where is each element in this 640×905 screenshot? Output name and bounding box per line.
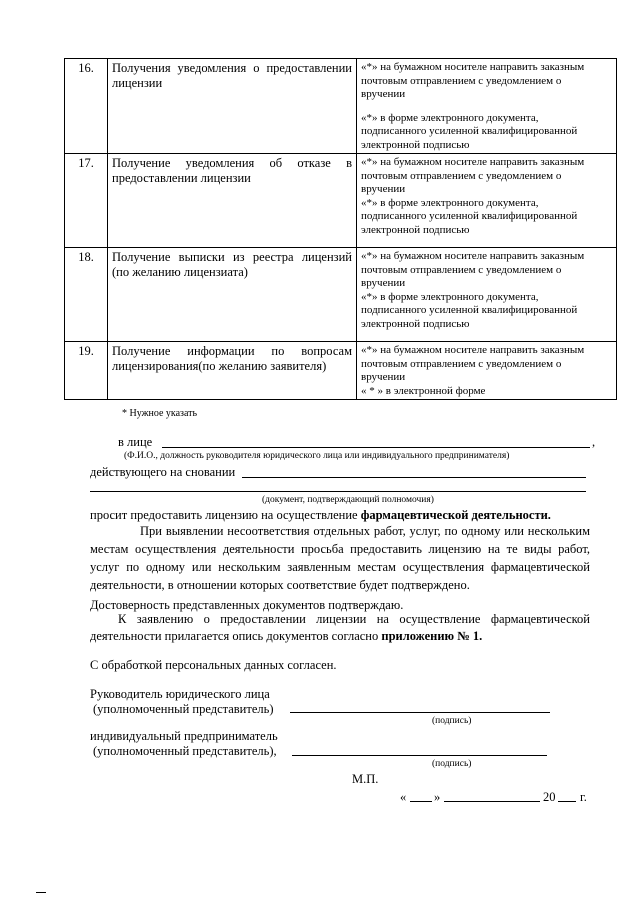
delivery-method-line: «*» на бумажном носителе направить заказным bbox=[361, 156, 585, 168]
acting-line-2[interactable] bbox=[90, 491, 586, 492]
table-row bbox=[65, 154, 617, 248]
service-name-line: Получения уведомления о предоставлении bbox=[112, 61, 352, 75]
date-day-line[interactable] bbox=[410, 801, 432, 802]
row-number: 17. bbox=[65, 154, 108, 248]
delivery-method-line: подписанного усиленной квалифицированной bbox=[361, 304, 578, 316]
delivery-method bbox=[357, 154, 617, 248]
date-close-quote: » bbox=[434, 790, 441, 804]
ip-line2: (уполномоченный представитель), bbox=[93, 744, 277, 758]
confirm-text: Достоверность представленных документов подтверждаю. bbox=[90, 598, 404, 612]
service-name-line: предоставлении лицензии bbox=[112, 171, 251, 185]
service-name-line: Получение информации по вопросам bbox=[112, 344, 352, 358]
delivery-method-line: почтовым отправлением с уведомлением о bbox=[361, 74, 562, 87]
head-signature-caption: (подпись) bbox=[432, 716, 472, 726]
attach-bold: приложению № 1. bbox=[381, 629, 483, 643]
delivery-method-line: почтовым отправлением с уведомлением о bbox=[361, 357, 562, 370]
request-bold: фармацевтической деятельности. bbox=[360, 508, 551, 522]
row-number: 19. bbox=[65, 342, 108, 400]
service-name-line: (по желанию лицензиата) bbox=[112, 265, 248, 279]
service-name bbox=[108, 248, 357, 342]
service-name bbox=[108, 59, 357, 154]
delivery-method bbox=[357, 248, 617, 342]
request-text bbox=[90, 507, 551, 523]
delivery-method-line: «*» в форме электронного документа, bbox=[361, 111, 539, 124]
delivery-method-line: подписанного усиленной квалифицированной bbox=[361, 125, 578, 137]
service-name bbox=[108, 342, 357, 400]
row-number: 16. bbox=[65, 59, 108, 154]
ip-signature-caption: (подпись) bbox=[432, 759, 472, 769]
delivery-method-line: электронной подписью bbox=[361, 223, 470, 236]
delivery-method-line: почтовым отправлением с уведомлением о bbox=[361, 263, 562, 276]
delivery-method bbox=[357, 59, 617, 154]
service-name-line: лицензии bbox=[112, 76, 163, 90]
ip-signature-line[interactable] bbox=[292, 755, 547, 756]
table-row bbox=[65, 342, 617, 400]
request-plain: просит предоставить лицензию на осуществление bbox=[90, 508, 358, 522]
delivery-method bbox=[357, 342, 617, 400]
footnote: * Нужное указать bbox=[122, 408, 198, 419]
margin-mark bbox=[36, 892, 46, 893]
delivery-method-line: «*» на бумажном носителе направить заказным bbox=[361, 344, 585, 356]
date-year-suffix: г. bbox=[580, 790, 587, 804]
fio-caption: (Ф.И.О., должность руководителя юридического лица или индивидуального предпринимателя) bbox=[124, 451, 510, 461]
service-name-line: лицензирования(по желанию заявителя) bbox=[112, 359, 327, 373]
delivery-method-line: почтовым отправлением с уведомлением о bbox=[361, 169, 562, 182]
consent-text: С обработкой персональных данных согласен. bbox=[90, 658, 337, 672]
delivery-method-line: электронной подписью bbox=[361, 138, 470, 151]
delivery-method-line: электронной подписью bbox=[361, 317, 470, 330]
document-caption: (документ, подтверждающий полномочия) bbox=[262, 495, 434, 505]
in-person-line[interactable] bbox=[162, 447, 590, 448]
delivery-method-line: вручении bbox=[361, 277, 406, 289]
delivery-method-line: «*» на бумажном носителе направить заказным bbox=[361, 250, 585, 262]
ip-line1: индивидуальный предприниматель bbox=[90, 729, 278, 743]
row-number: 18. bbox=[65, 248, 108, 342]
table-row bbox=[65, 59, 617, 154]
service-name-line: Получение выписки из реестра лицензий bbox=[112, 250, 352, 264]
date-year-prefix: 20 bbox=[543, 790, 556, 804]
delivery-method-line: вручении bbox=[361, 371, 406, 383]
delivery-method-line: вручении bbox=[361, 88, 406, 100]
acting-label: действующего на сновании bbox=[90, 465, 236, 479]
service-name bbox=[108, 154, 357, 248]
table-row bbox=[65, 248, 617, 342]
head-line2: (уполномоченный представитель) bbox=[93, 702, 274, 716]
delivery-method-line: «*» в форме электронного документа, bbox=[361, 196, 539, 209]
services-table bbox=[64, 58, 617, 400]
date-open-quote: « bbox=[400, 790, 407, 804]
in-person-comma: , bbox=[592, 435, 596, 449]
attach-plain: К заявлению о предоставлении лицензии на осуществление фармацевтической деятельности прилагается опись документов согласно bbox=[90, 612, 590, 643]
date-month-line[interactable] bbox=[444, 801, 540, 802]
delivery-method-line: подписанного усиленной квалифицированной bbox=[361, 210, 578, 222]
date-year-line[interactable] bbox=[558, 801, 576, 802]
in-person-label: в лице bbox=[118, 435, 153, 449]
acting-line[interactable] bbox=[242, 477, 586, 478]
delivery-method-line: «*» в форме электронного документа, bbox=[361, 290, 539, 303]
service-name-line: Получение уведомления об отказе в bbox=[112, 156, 352, 170]
delivery-method-line: «*» на бумажном носителе направить заказным bbox=[361, 61, 585, 73]
delivery-method-line: вручении bbox=[361, 183, 406, 195]
paragraph-partial: При выявлении несоответствия отдельных работ, услуг, по одному или нескольким местам осуществления деятельности просьба предоставить лицензию на те виды работ, услуг по одному или нескольким заявленным местам осуществления фармацевтической деятельности, в отношении которых соответствие будет подтверждено. bbox=[90, 524, 590, 592]
attach-text bbox=[90, 611, 590, 645]
delivery-method-line: « * » в электронной форме bbox=[361, 384, 486, 397]
method-gap bbox=[361, 102, 612, 112]
head-line1: Руководитель юридического лица bbox=[90, 687, 270, 701]
seal-label: М.П. bbox=[352, 772, 379, 786]
head-signature-line[interactable] bbox=[290, 712, 550, 713]
